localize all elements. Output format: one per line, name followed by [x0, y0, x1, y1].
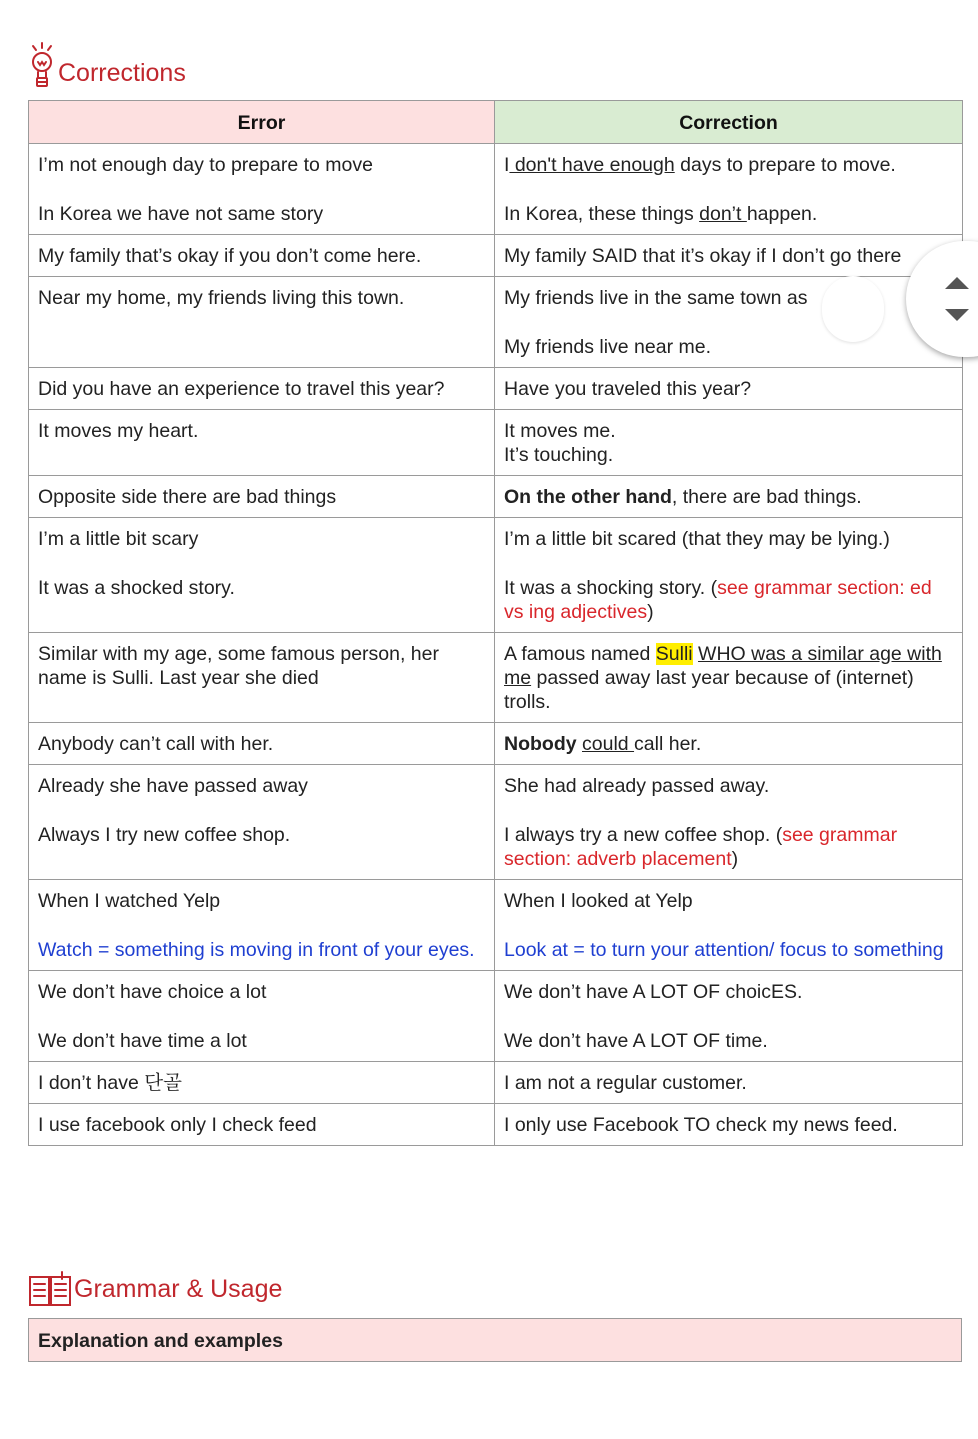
cell-paragraph — [38, 938, 485, 962]
error-cell — [29, 880, 495, 971]
correction-cell — [495, 971, 963, 1062]
cell-paragraph — [504, 335, 953, 359]
corrections-heading — [28, 42, 186, 90]
cell-paragraph — [504, 244, 953, 268]
correction-cell — [495, 723, 963, 765]
cell-paragraph — [504, 732, 953, 756]
scroll-up-icon[interactable] — [942, 275, 972, 291]
cell-paragraph — [504, 938, 953, 962]
text-segment: , there are bad things. — [671, 486, 862, 508]
text-segment: A famous named — [504, 643, 656, 665]
table-row — [29, 765, 963, 880]
scroll-down-icon[interactable] — [942, 307, 972, 323]
text-segment: It was a shocking story. ( — [504, 577, 718, 599]
cell-paragraph — [504, 889, 953, 913]
correction-cell — [495, 235, 963, 277]
text-segment: When I looked at Yelp — [504, 890, 693, 912]
table-row — [29, 410, 963, 476]
error-cell — [29, 277, 495, 368]
bold-text: Nobody — [504, 733, 577, 755]
book-icon — [28, 1271, 72, 1309]
error-cell — [29, 1104, 495, 1146]
cell-paragraph — [504, 419, 953, 467]
table-header-row — [29, 101, 963, 144]
error-cell — [29, 235, 495, 277]
cell-paragraph — [504, 527, 953, 551]
table-row — [29, 235, 963, 277]
text-segment: I am not a regular customer. — [504, 1072, 747, 1094]
correction-cell — [495, 765, 963, 880]
table-row — [29, 633, 963, 723]
definition-note: Look at = to turn your attention/ focus to something — [504, 939, 944, 961]
cell-paragraph: We don’t have time a lot — [38, 1030, 247, 1052]
table-row — [29, 518, 963, 633]
cell-paragraph: I’m not enough day to prepare to move — [38, 154, 373, 176]
text-segment: call her. — [634, 733, 702, 755]
cell-paragraph: Similar with my age, some famous person, her name is Sulli. Last year she died — [38, 643, 439, 689]
bold-text: On the other hand — [504, 486, 672, 508]
error-cell — [29, 368, 495, 410]
correction-cell — [495, 277, 963, 368]
corrections-rows — [29, 144, 963, 1146]
correction-cell — [495, 144, 963, 235]
text-segment: I — [504, 154, 510, 176]
text-segment: days to prepare to move. — [674, 154, 896, 176]
text-segment: My family SAID that it’s okay if I don’t go there — [504, 245, 902, 267]
text-segment: In Korea, these things — [504, 203, 700, 225]
table-row — [29, 476, 963, 518]
error-cell — [29, 518, 495, 633]
table-row — [29, 277, 963, 368]
cell-paragraph — [504, 202, 953, 226]
correction-column-header: Correction — [495, 101, 963, 144]
grammar-explanation-header: Explanation and examples — [28, 1318, 962, 1362]
text-segment: passed away last year because of (internet) trolls. — [504, 667, 914, 713]
cell-paragraph: Already she have passed away — [38, 775, 308, 797]
cell-paragraph: Anybody can’t call with her. — [38, 733, 274, 755]
underlined-text: could — [582, 733, 635, 755]
error-cell — [29, 765, 495, 880]
correction-cell — [495, 368, 963, 410]
correction-cell — [495, 1062, 963, 1104]
cell-paragraph — [504, 774, 953, 798]
error-cell — [29, 476, 495, 518]
corrections-title: Corrections — [58, 59, 186, 87]
cell-paragraph — [504, 377, 953, 401]
cell-paragraph: It was a shocked story. — [38, 577, 235, 599]
lightbulb-icon — [28, 42, 56, 90]
error-cell — [29, 1062, 495, 1104]
text-segment: Have you traveled this year? — [504, 378, 752, 400]
correction-cell — [495, 410, 963, 476]
table-row — [29, 1062, 963, 1104]
cell-paragraph: I don’t have 단골 — [38, 1072, 182, 1094]
correction-cell — [495, 633, 963, 723]
cell-paragraph — [504, 642, 953, 714]
cell-paragraph: Opposite side there are bad things — [38, 486, 337, 508]
text-segment: I’m a little bit scared (that they may be lying.) — [504, 528, 890, 550]
cell-paragraph — [504, 1029, 953, 1053]
cell-paragraph: My family that’s okay if you don’t come here. — [38, 245, 422, 267]
grammar-title: Grammar & Usage — [74, 1275, 283, 1303]
underlined-text: don’t — [699, 203, 747, 225]
text-segment: My friends live near me. — [504, 336, 711, 358]
text-segment: ) — [731, 848, 739, 870]
cell-paragraph — [504, 286, 953, 310]
grammar-note: see grammar section: adverb placement — [504, 824, 898, 870]
cell-paragraph: In Korea we have not same story — [38, 203, 324, 225]
text-segment: I always try a new coffee shop. ( — [504, 824, 783, 846]
error-cell — [29, 410, 495, 476]
error-cell — [29, 723, 495, 765]
cell-paragraph — [504, 1113, 953, 1137]
error-column-header: Error — [29, 101, 495, 144]
highlighted-text: Sulli — [655, 643, 693, 665]
cell-paragraph: Always I try new coffee shop. — [38, 824, 291, 846]
table-row — [29, 880, 963, 971]
correction-cell — [495, 1104, 963, 1146]
error-cell — [29, 633, 495, 723]
table-row — [29, 368, 963, 410]
cell-paragraph — [504, 576, 953, 624]
table-row — [29, 1104, 963, 1146]
table-row — [29, 723, 963, 765]
cell-paragraph: Near my home, my friends living this town. — [38, 287, 405, 309]
cell-paragraph: It moves my heart. — [38, 420, 199, 442]
grammar-note: see grammar section: ed vs ing adjectives — [504, 577, 932, 623]
text-segment: I only use Facebook TO check my news feed. — [504, 1114, 898, 1136]
error-cell — [29, 144, 495, 235]
cell-paragraph — [38, 889, 485, 913]
cell-paragraph — [504, 485, 953, 509]
text-segment: When I watched Yelp — [38, 890, 221, 912]
cell-paragraph: Did you have an experience to travel this year? — [38, 378, 445, 400]
correction-cell — [495, 880, 963, 971]
text-segment: It moves me. — [504, 420, 616, 442]
table-row — [29, 971, 963, 1062]
text-segment: We don’t have A LOT OF time. — [504, 1030, 768, 1052]
cell-paragraph — [504, 823, 953, 871]
definition-note: Watch = something is moving in front of your eyes. — [38, 939, 475, 961]
text-segment: She had already passed away. — [504, 775, 770, 797]
cell-paragraph: I’m a little bit scary — [38, 528, 199, 550]
text-segment: happen. — [746, 203, 818, 225]
text-segment: It’s touching. — [504, 444, 614, 466]
text-segment: ) — [647, 601, 654, 623]
correction-cell — [495, 476, 963, 518]
underlined-text: don't have enough — [509, 154, 675, 176]
cell-paragraph — [504, 1071, 953, 1095]
cell-paragraph — [504, 153, 953, 177]
scroll-ghost-circle — [822, 276, 884, 342]
text-segment: My friends live in the same town as — [504, 287, 808, 309]
underlined-text: WHO was a similar age with me — [504, 643, 942, 689]
cell-paragraph — [504, 980, 953, 1004]
cell-paragraph: We don’t have choice a lot — [38, 981, 267, 1003]
grammar-heading — [28, 1271, 282, 1309]
corrections-table — [28, 100, 963, 1146]
error-cell — [29, 971, 495, 1062]
table-row — [29, 144, 963, 235]
cell-paragraph: I use facebook only I check feed — [38, 1114, 317, 1136]
text-segment: We don’t have A LOT OF choicES. — [504, 981, 803, 1003]
correction-cell — [495, 518, 963, 633]
